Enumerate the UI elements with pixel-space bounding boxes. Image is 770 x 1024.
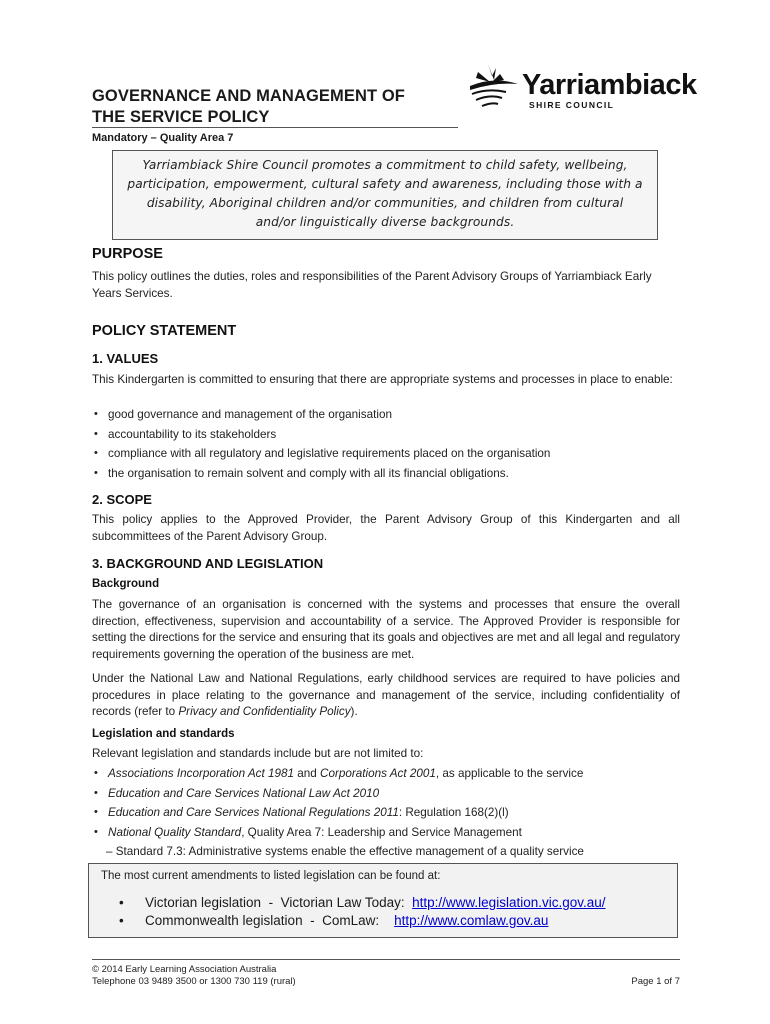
list-item: • good governance and management of the organisation [92,405,692,425]
list-item: • compliance with all regulatory and legislative requirements placed on the organisation [92,444,692,464]
vic-legislation-label: Victorian legislation - Victorian Law Today: [145,895,413,910]
scope-heading: 2. SCOPE [92,492,152,507]
act-name: Education and Care Services National Law Act 2010 [108,786,380,800]
subtitle: Mandatory – Quality Area 7 [92,132,234,144]
commitment-statement-box [112,150,658,240]
values-intro: This Kindergarten is committed to ensuring that there are appropriate systems and processes in place to enable: [92,373,673,386]
act-detail: , Quality Area 7: Leadership and Service Management [241,825,522,839]
legislation-list [92,764,692,842]
list-item [117,912,606,930]
list-item [92,803,692,823]
act-detail: : Regulation 168(2)(l) [398,806,509,819]
background-subheading: Background [92,578,160,590]
values-list [92,405,692,483]
values-heading: 1. VALUES [92,351,159,366]
page-title [92,86,458,128]
amendments-intro: The most current amendments to listed legislation can be found at: [101,870,441,882]
vic-legislation-link[interactable]: http://www.legislation.vic.gov.au/ [412,895,606,910]
list-item [92,823,692,843]
list-item: • the organisation to remain solvent and comply with all its financial obligations. [92,464,692,484]
act-detail: , as applicable to the service [435,767,584,780]
privacy-policy-reference: Privacy and Confidentiality Policy [178,705,351,718]
act-connector: and [294,767,321,780]
comlaw-link[interactable]: http://www.comlaw.gov.au [394,913,549,928]
list-item: • accountability to its stakeholders [92,425,692,445]
scope-text: This policy applies to the Approved Provider, the Parent Advisory Group of this Kindergarten and all subcommittees of the Parent Advisory Group. [92,513,680,543]
legislation-heading: Legislation and standards [92,728,235,740]
amendments-list [117,894,606,930]
footer-phone: Telephone 03 9489 3500 or 1300 730 119 (rural) [92,976,296,987]
act-name: Education and Care Services National Regulations 2011 [108,806,399,819]
background-paragraph-1: The governance of an organisation is concerned with the systems and processes that ensure the overall direction, effectiveness, supervision and accountability of a service. The Approved Provider is responsible for setting the directions for the service and ensuring that its goals and objectives are met and all legal and regulatory requirements governing the operation of the business are met. [92,598,680,661]
list-item [117,894,606,912]
background-paragraph-2 [92,671,680,721]
logo-name: Yarriambiack [522,69,697,101]
title-divider [92,127,458,128]
commitment-text: Yarriambiack Shire Council promotes a commitment to child safety, wellbeing, participation, empowerment, cultural safety and awareness, including those with a disability, Aboriginal children and/or communities, and children from cultural and/or linguistically diverse backgrounds. [127,158,643,229]
act-name: Corporations Act 2001 [320,767,436,780]
act-name: National Quality Standard [108,825,242,839]
logo-subtitle: SHIRE COUNCIL [529,100,615,110]
footer-divider [92,959,680,960]
act-name: Associations Incorporation Act 1981 [108,767,295,780]
purpose-text: This policy outlines the duties, roles and responsibilities of the Parent Advisory Groups of Yarriambiack Early Years Services. [92,270,652,300]
council-logo [466,62,716,112]
title-line-1: GOVERNANCE AND MANAGEMENT OF [92,87,405,105]
footer-copyright: © 2014 Early Learning Association Australia [92,964,277,975]
policy-statement-heading: POLICY STATEMENT [92,323,237,339]
para2-end: ). [350,705,358,718]
standard-sub-item: – Standard 7.3: Administrative systems enable the effective management of a quality service [106,845,584,858]
para2-text: Under the National Law and National Regulations, early childhood services are required to have policies and procedures in place relating to the governance and management of the service, including confidentiality of records (refer to [92,672,680,718]
list-item [92,764,692,784]
title-line-2: THE SERVICE POLICY [92,108,270,126]
amendments-box [88,863,678,938]
cw-legislation-label: Commonwealth legislation - ComLaw: [145,913,395,928]
purpose-heading: PURPOSE [92,246,163,262]
background-heading: 3. BACKGROUND AND LEGISLATION [92,556,324,571]
legislation-intro: Relevant legislation and standards include but are not limited to: [92,747,424,760]
page-number: Page 1 of 7 [631,976,680,987]
logo-mark-icon [466,62,522,112]
list-item [92,784,692,804]
